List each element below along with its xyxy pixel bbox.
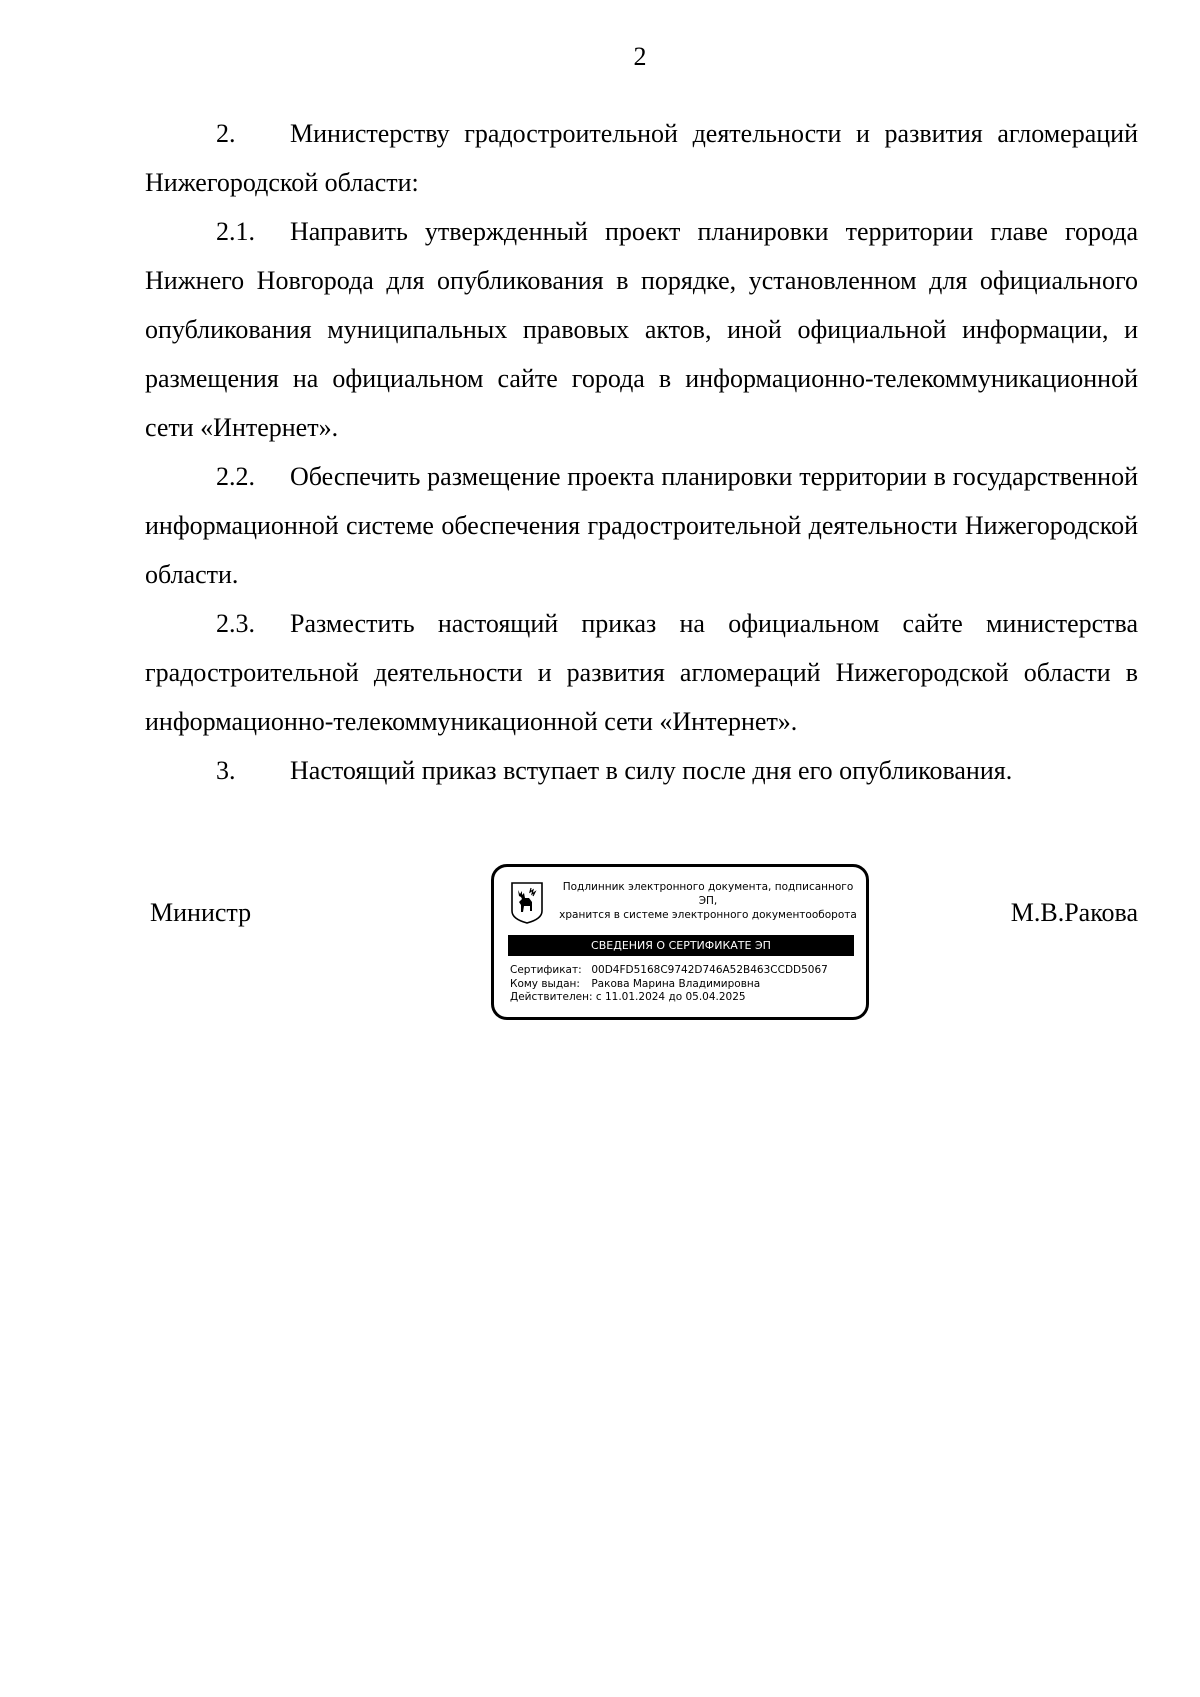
paragraph-2-3 bbox=[145, 599, 1138, 746]
paragraph-text: Настоящий приказ вступает в силу после дня его опубликования. bbox=[290, 756, 1013, 785]
issued-to-row bbox=[510, 978, 828, 992]
paragraph-2 bbox=[145, 109, 1138, 207]
certificate-value: 00D4FD5168C9742D746A52B463CCDD5067 bbox=[591, 964, 828, 976]
deer-emblem-icon bbox=[510, 881, 544, 925]
stamp-header-line: Подлинник электронного документа, подписанного ЭП, bbox=[562, 881, 854, 907]
validity-row: Действителен: с 11.01.2024 до 05.04.2025 bbox=[510, 991, 746, 1003]
stamp-header-line: хранится в системе электронного документооборота bbox=[559, 909, 857, 921]
certificate-label: Сертификат: bbox=[510, 964, 582, 976]
paragraph-number: 2.1. bbox=[216, 217, 255, 246]
paragraph-text: Министерству градостроительной деятельности и развития агломераций Нижегородской области: bbox=[145, 119, 1138, 197]
paragraph-number: 2. bbox=[216, 119, 236, 148]
issued-to-label: Кому выдан: bbox=[510, 977, 580, 990]
issued-to-value: Ракова Марина Владимировна bbox=[591, 977, 761, 990]
paragraph-number: 3. bbox=[216, 756, 236, 785]
signature-block bbox=[0, 862, 1200, 1032]
paragraph-number: 2.3. bbox=[216, 609, 255, 638]
paragraph-3 bbox=[145, 746, 1138, 795]
document-body bbox=[145, 109, 1138, 795]
page-number: 2 bbox=[633, 42, 647, 71]
paragraph-2-1 bbox=[145, 207, 1138, 452]
signer-position: Министр bbox=[150, 898, 252, 927]
certificate-row bbox=[510, 964, 828, 978]
paragraph-text: Разместить настоящий приказ на официальном сайте министерства градостроительной деятельности и развития агломераций Нижегородской области в информационно-телекоммуникационной сети «Интернет». bbox=[145, 609, 1138, 736]
certificate-details bbox=[510, 964, 828, 1005]
paragraph-text: Направить утвержденный проект планировки территории главе города Нижнего Новгорода для опубликования в порядке, установленном для официального опубликования муниципальных правовых актов, иной официальной информации, и размещения на официальном сайте города в информационно-телекоммуникационной сети «Интернет». bbox=[145, 217, 1138, 442]
paragraph-text: Обеспечить размещение проекта планировки территории в государственной информационной системе обеспечения градостроительной деятельности Нижегородской области. bbox=[145, 462, 1138, 589]
stamp-header bbox=[552, 880, 864, 922]
paragraph-2-2 bbox=[145, 452, 1138, 599]
paragraph-number: 2.2. bbox=[216, 462, 255, 491]
certificate-info-bar: СВЕДЕНИЯ О СЕРТИФИКАТЕ ЭП bbox=[508, 935, 854, 956]
electronic-signature-stamp bbox=[491, 864, 869, 1020]
signer-name: М.В.Ракова bbox=[1010, 898, 1138, 927]
